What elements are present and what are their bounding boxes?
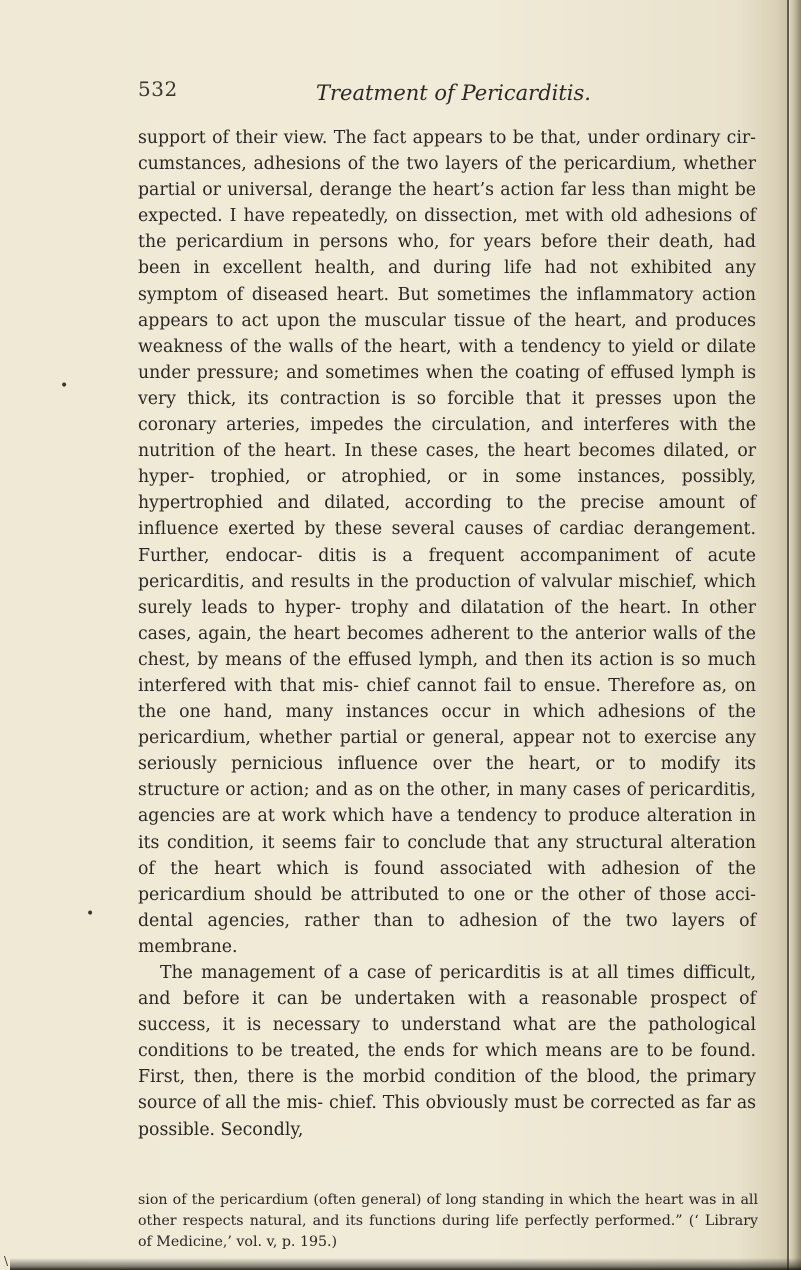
page-bottom-shadow xyxy=(10,1258,801,1270)
body-text xyxy=(138,125,756,1143)
footnote xyxy=(138,1190,758,1253)
page-header xyxy=(0,77,801,113)
binding-line xyxy=(787,0,789,1270)
margin-dot: • xyxy=(86,906,95,922)
footnote-text: sion of the pericardium (often general) of long standing in which the heart was in all other respects natural, and its functions during life perfectly performed.” (‘ Library of Medicine,’ vol. v, p. 195.) xyxy=(138,1192,758,1250)
paragraph: support of their view. The fact appears to be that, under ordinary cir- cumstances, adhesions of the two layers of the pericardium, whether partial or universal, derange the heart’s action far less than might be expected. I have repeatedly, on dissection, met with old adhesions of the pericardium in persons who, for years before their death, had been in excellent health, and during life had not exhibited any symptom of diseased heart. But sometimes the inflammatory action appears to act upon the muscular tissue of the heart, and produces weakness of the walls of the heart, with a tendency to yield or dilate under pressure; and sometimes when the coating of effused lymph is very thick, its contraction is so forcible that it presses upon the coronary arteries, impedes the circulation, and interferes with the nutrition of the heart. In these cases, the heart becomes dilated, or hyper- trophied, or atrophied, or in some instances, possibly, hypertrophied and dilated, according to the precise amount of influence exerted by these several causes of cardiac derangement. Further, endocar- ditis is a frequent accompaniment of acute pericarditis, and results in the production of valvular mischief, which surely leads to hyper- trophy and dilatation of the heart. In other cases, again, the heart becomes adherent to the anterior walls of the chest, by means of the effused lymph, and then its action is so much interfered with that mis- chief cannot fail to ensue. Therefore as, on the one hand, many instances occur in which adhesions of the pericardium, whether partial or general, appear not to exercise any seriously pernicious influence over the heart, or to modify its structure or action; and as on the other, in many cases of pericarditis, agencies are at work which have a tendency to produce alteration in its condition, it seems fair to conclude that any structural alteration of the heart which is found associated with adhesion of the pericardium should be attributed to one or the other of those acci- dental agencies, rather than to adhesion of the two layers of membrane. xyxy=(138,128,756,957)
paragraph: The management of a case of pericarditis is at all times difficult, and before it can be undertaken with a reasonable prospect of success, it is necessary to understand what are the pathological conditions to be treated, the ends for which means are to be found. First, then, there is the morbid condition of the blood, the primary source of all the mis- chief. This obviously must be corrected as far as possible. Secondly, xyxy=(138,963,756,1140)
page-edge xyxy=(787,0,801,1270)
running-head: Treatment of Pericarditis. xyxy=(316,81,591,105)
margin-check-mark: \ xyxy=(4,1254,9,1268)
page-number: 532 xyxy=(138,77,178,101)
margin-dot: • xyxy=(60,378,69,394)
